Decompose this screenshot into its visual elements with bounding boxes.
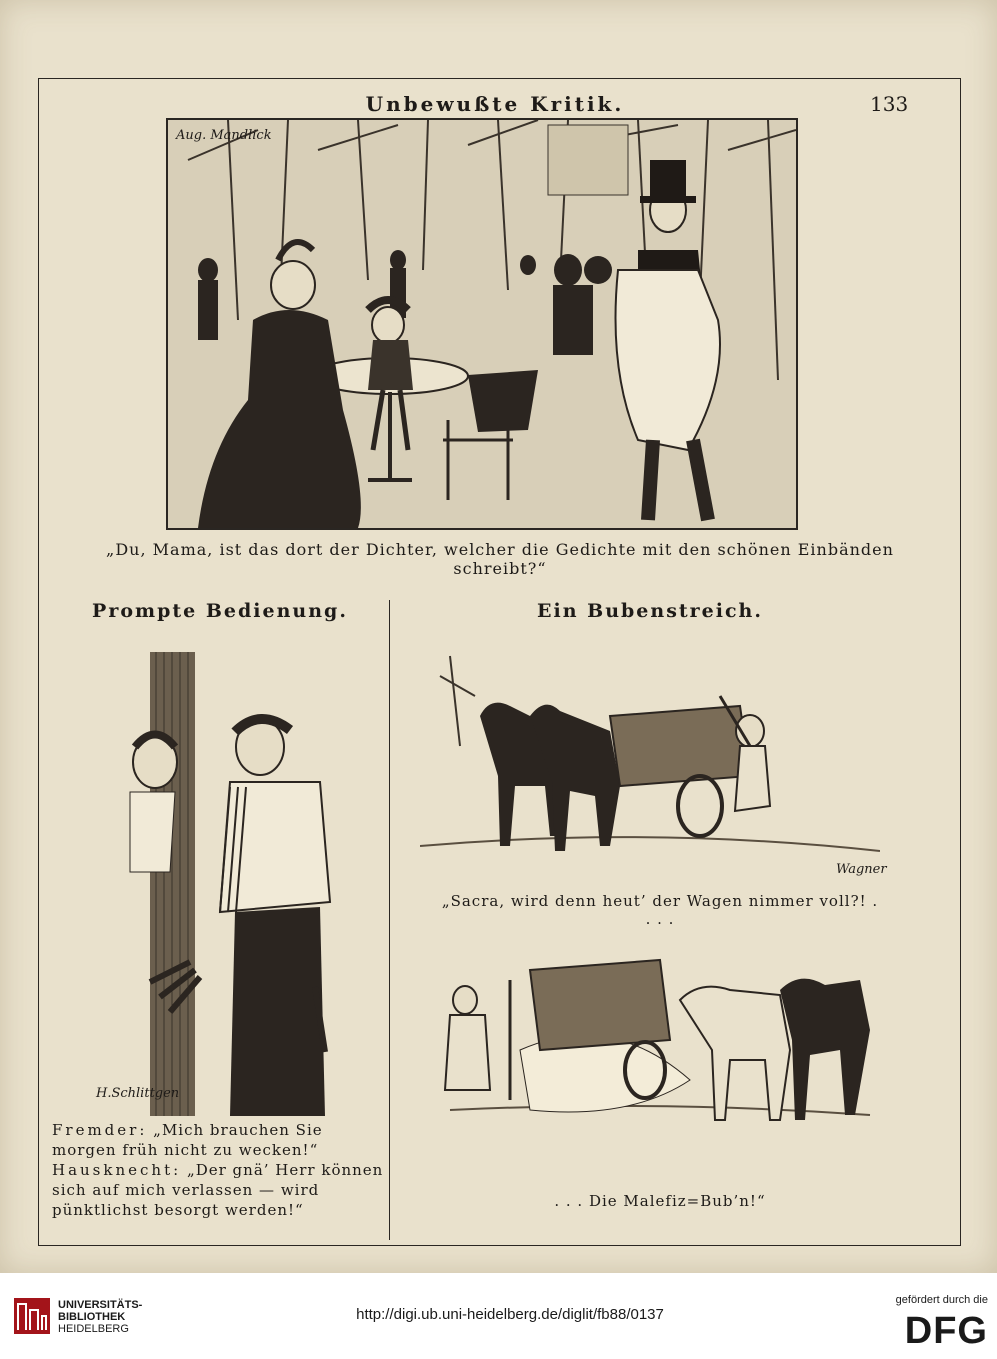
door-illustration bbox=[120, 652, 370, 1116]
institution-line-3: HEIDELBERG bbox=[58, 1323, 129, 1335]
left-cartoon-signature: H.Schlittgen bbox=[96, 1086, 180, 1101]
university-library-name bbox=[58, 1299, 142, 1335]
dfg-logo: DFG bbox=[904, 1310, 988, 1352]
institution-line-1: UNIVERSITÄTS- bbox=[58, 1299, 143, 1311]
left-cartoon-title: Prompte Bedienung. bbox=[92, 600, 348, 622]
university-library-logo-icon bbox=[12, 1296, 52, 1336]
digital-library-url-link[interactable]: http://digi.ub.uni-heidelberg.de/diglit/fb88/0137 bbox=[356, 1306, 664, 1323]
dialog-line-stranger bbox=[52, 1120, 386, 1160]
right-cartoon-caption-2: . . . Die Malefiz=Bub’n!“ bbox=[554, 1192, 766, 1210]
speaker-servant: Hausknecht: bbox=[52, 1161, 182, 1179]
cart-scene-1-drawing bbox=[420, 636, 880, 884]
top-cartoon-signature: Aug. Mandlick bbox=[176, 128, 272, 143]
cafe-scene-drawing bbox=[168, 120, 796, 528]
door-scene-drawing bbox=[120, 652, 370, 1116]
column-divider bbox=[389, 600, 390, 1240]
dialog-text-servant: „Der gnä’ Herr können sich auf mich verlassen — wird pünktlichst besorgt werden!“ bbox=[52, 1161, 384, 1219]
right-cartoon-signature: Wagner bbox=[836, 862, 887, 877]
dialog-text-stranger: „Mich brauchen Sie morgen früh nicht zu wecken!“ bbox=[52, 1121, 323, 1159]
page-number: 133 bbox=[870, 92, 909, 116]
right-cartoon-title: Ein Bubenstreich. bbox=[537, 600, 763, 622]
right-cartoon-caption-1: „Sacra, wird denn heut’ der Wagen nimmer voll?! . . . . bbox=[441, 892, 879, 928]
cart-illustration-2 bbox=[430, 930, 890, 1150]
cart-scene-2-drawing bbox=[430, 930, 890, 1150]
dialog-line-servant bbox=[52, 1160, 386, 1220]
top-cartoon-caption: „Du, Mama, ist das dort der Dichter, welcher die Gedichte mit den schönen Einbänden schreibt?“ bbox=[106, 540, 894, 578]
cart-illustration-1 bbox=[420, 636, 880, 884]
page-header-title: Unbewußte Kritik. bbox=[365, 92, 625, 116]
cafe-illustration bbox=[166, 118, 798, 530]
left-cartoon-dialog bbox=[52, 1120, 386, 1220]
speaker-stranger: Fremder: bbox=[52, 1121, 148, 1139]
institution-line-2: BIBLIOTHEK bbox=[58, 1311, 126, 1323]
funded-by-label: gefördert durch die bbox=[895, 1294, 988, 1306]
